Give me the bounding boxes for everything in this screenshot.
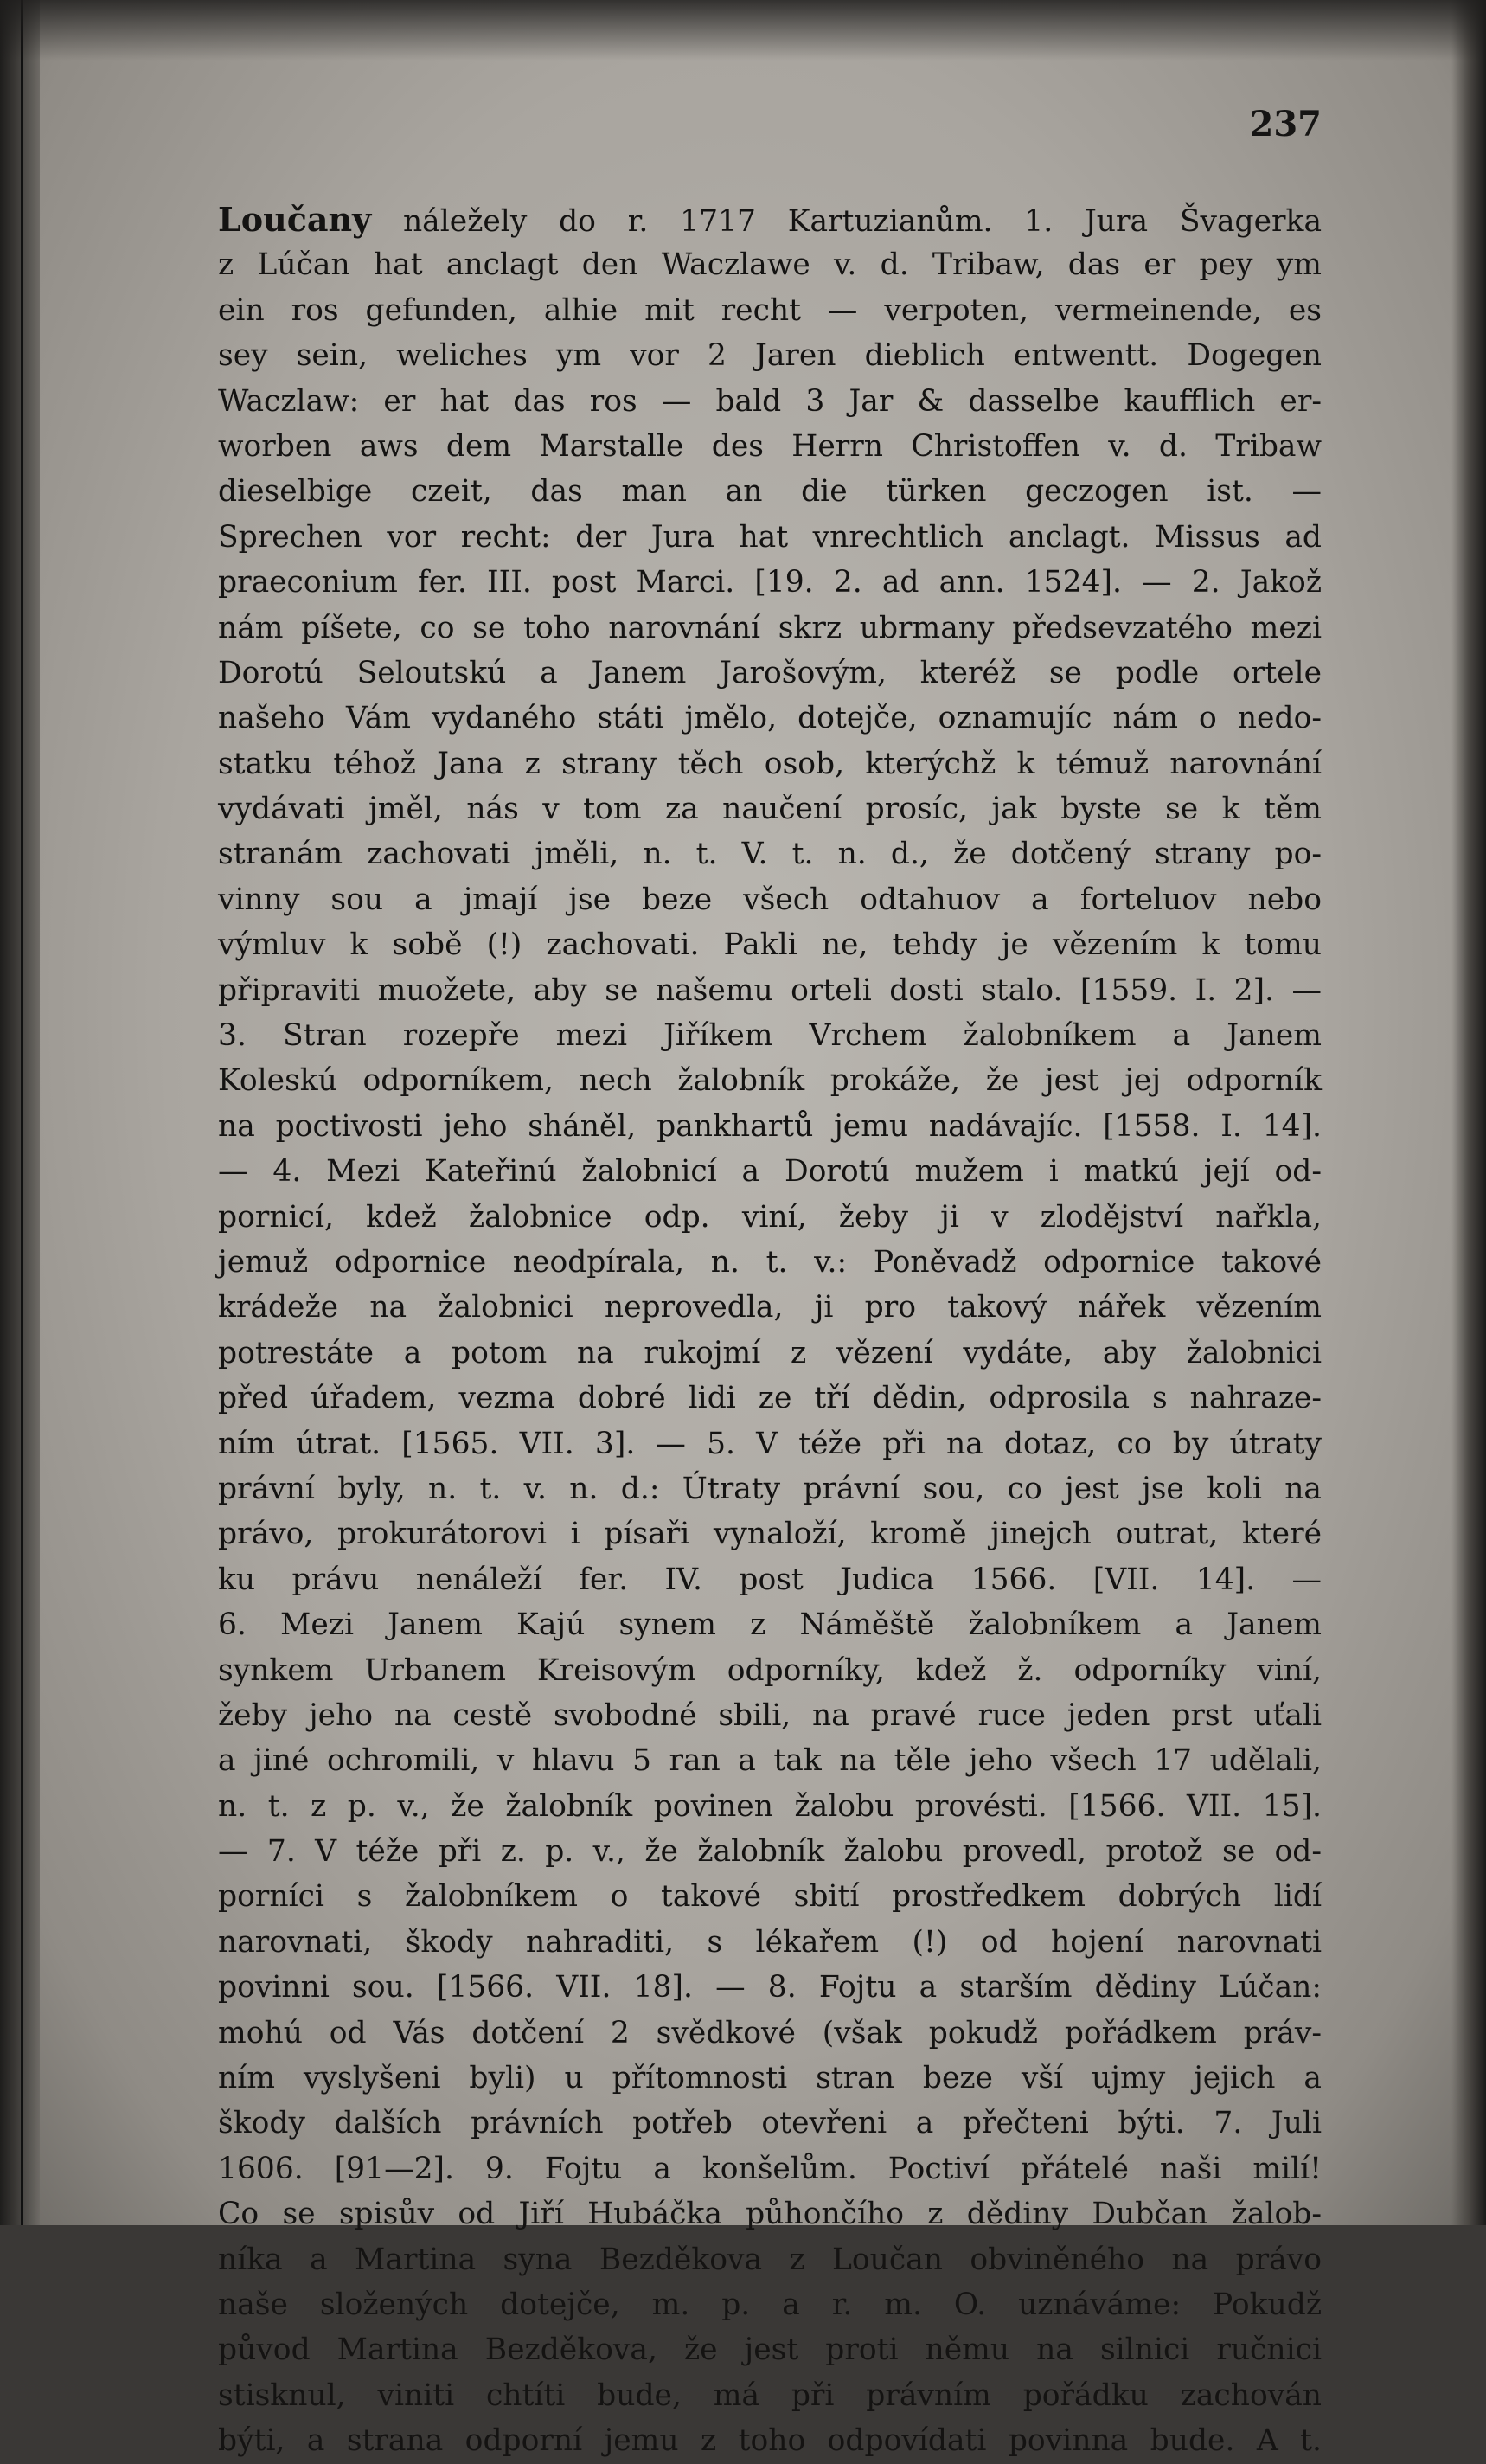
text-line: našeho Vám vydaného státi jmělo, dotejče, oznamujíc nám o nedo- [218,701,1322,736]
lead-word: Loučany [218,200,372,239]
text-line: ním útrat. [1565. VII. 3]. — 5. V téže při na dotaz, co by útraty [218,1426,1322,1461]
text-line: praeconium fer. III. post Marci. [19. 2. ad ann. 1524]. — 2. Jakož [218,565,1322,600]
text-line: Waczlaw: er hat das ros — bald 3 Jar & dasselbe kaufflich er- [218,383,1322,419]
text-line: a jiné ochromili, v hlavu 5 ran a tak na těle jeho všech 17 udělali, [218,1743,1322,1779]
text-line: Sprechen vor recht: der Jura hat vnrechtlich anclagt. Missus ad [218,519,1322,555]
page-top-shadow [0,0,1486,61]
page-right-edge [1451,0,1486,2225]
text-line: 1606. [91—2]. 9. Fojtu a konšelům. Poctiví přátelé naši milí! [218,2151,1322,2186]
text-line: Loučany náležely do r. 1717 Kartuzianům. 1. Jura Švagerka [218,200,1323,239]
text-line: Co se spisův od Jiří Hubáčka půhončího z dědiny Dubčan žalob- [218,2197,1322,2232]
text-line: ním vyslyšeni byli) u přítomnosti stran beze vší ujmy jejich a [218,2061,1322,2096]
text-line: synkem Urbanem Kreisovým odporníky, kdež ž. odporníky viní, [218,1652,1322,1688]
text-line: worben aws dem Marstalle des Herrn Christoffen v. d. Tribaw [218,428,1322,464]
text-line: Koleskú odporníkem, nech žalobník prokáže, že jest jej odporník [218,1063,1322,1099]
text-line: ku právu nenáleží fer. IV. post Judica 1566. [VII. 14]. — [218,1562,1322,1597]
text-line: sey sein, weliches ym vor 2 Jaren dieblich entwentt. Dogegen [218,338,1322,374]
text-line: níka a Martina syna Bezděkova z Loučan obviněného na právo [218,2242,1322,2277]
text-line: jemuž odpornice neodpírala, n. t. v.: Poněvadž odpornice takové [218,1244,1322,1280]
text-line: nám píšete, co se toho narovnání skrz ubrmany předsevzatého mezi [218,610,1322,645]
text-line: Dorotú Seloutskú a Janem Jarošovým, kteréž se podle ortele [218,655,1322,690]
text-line: statku téhož Jana z strany těch osob, kterýchž k témuž narovnání [218,746,1322,781]
text-line: ein ros gefunden, alhie mit recht — verpoten, vermeinende, es [218,292,1322,328]
text-line: připraviti muožete, aby se našemu orteli dosti stalo. [1559. I. 2]. — [218,972,1322,1008]
text-line: — 7. V téže při z. p. v., že žalobník žalobu provedl, protož se od- [218,1834,1322,1870]
text-line: krádeže na žalobnici neprovedla, ji pro takový nářek vězením [218,1290,1322,1325]
text-line: — 4. Mezi Kateřinú žalobnicí a Dorotú mužem i matkú její od- [218,1154,1322,1190]
text-line: výmluv k sobě (!) zachovati. Pakli ne, tehdy je vězením k tomu [218,927,1322,963]
text-line: mohú od Vás dotčení 2 svědkové (však pokudž pořádkem práv- [218,2015,1322,2050]
body-text [218,197,1322,2464]
text-line: dieselbige czeit, das man an die türken geczogen ist. — [218,474,1322,510]
text-line: právní byly, n. t. v. n. d.: Útraty právní sou, co jest jse koli na [218,1471,1322,1506]
text-line: právo, prokurátorovi i písaři vynaloží, kromě jinejch outrat, které [218,1517,1322,1552]
text-line: naše složených dotejče, m. p. a r. m. O. uznáváme: Pokudž [218,2287,1322,2322]
text-line: potrestáte a potom na rukojmí z vězení vydáte, aby žalobnici [218,1335,1322,1370]
text-line: z Lúčan hat anclagt den Waczlawe v. d. Tribaw, das er pey ym [218,247,1322,283]
page-number: 237 [1249,104,1322,144]
text-line: stranám zachovati jměli, n. t. V. t. n. d., že dotčený strany po- [218,837,1322,872]
text-line: před úřadem, vezma dobré lidi ze tří dědin, odprosila s nahraze- [218,1381,1322,1416]
text-line: porníci s žalobníkem o takové sbití prostředkem dobrých lidí [218,1879,1322,1915]
text-line: na poctivosti jeho sháněl, pankhartů jemu nadávajíc. [1558. I. 14]. [218,1108,1322,1144]
text-line: žeby jeho na cestě svobodné sbili, na pravé ruce jeden prst uťali [218,1697,1322,1733]
text-line: pornicí, kdež žalobnice odp. viní, žeby ji v zlodějství nařkla, [218,1199,1322,1235]
text-line: vinny sou a jmají jse beze všech odtahuov a forteluov nebo [218,882,1322,917]
text-line: škody dalších právních potřeb otevřeni a přečteni býti. 7. Juli [218,2106,1322,2141]
text-line: narovnati, škody nahraditi, s lékařem (!) od hojení narovnati [218,1924,1322,1960]
text-line: povinni sou. [1566. VII. 18]. — 8. Fojtu a starším dědiny Lúčan: [218,1970,1322,2005]
text-line: býti, a strana odporní jemu z toho odpovídati povinna bude. A t. [218,2423,1322,2459]
text-line: 3. Stran rozepře mezi Jiříkem Vrchem žalobníkem a Janem [218,1018,1322,1054]
text-line: stisknul, viniti chtíti bude, má při právním pořádku zachován [218,2377,1322,2413]
text-line: vydávati jměl, nás v tom za naučení prosíc, jak byste se k těm [218,792,1322,827]
text-line: původ Martina Bezděkova, že jest proti němu na silnici ručnici [218,2332,1322,2368]
page-binding-edge [0,0,40,2225]
text-line: 6. Mezi Janem Kajú synem z Náměště žalobníkem a Janem [218,1607,1322,1643]
text-line: n. t. z p. v., že žalobník povinen žalobu provésti. [1566. VII. 15]. [218,1788,1322,1824]
